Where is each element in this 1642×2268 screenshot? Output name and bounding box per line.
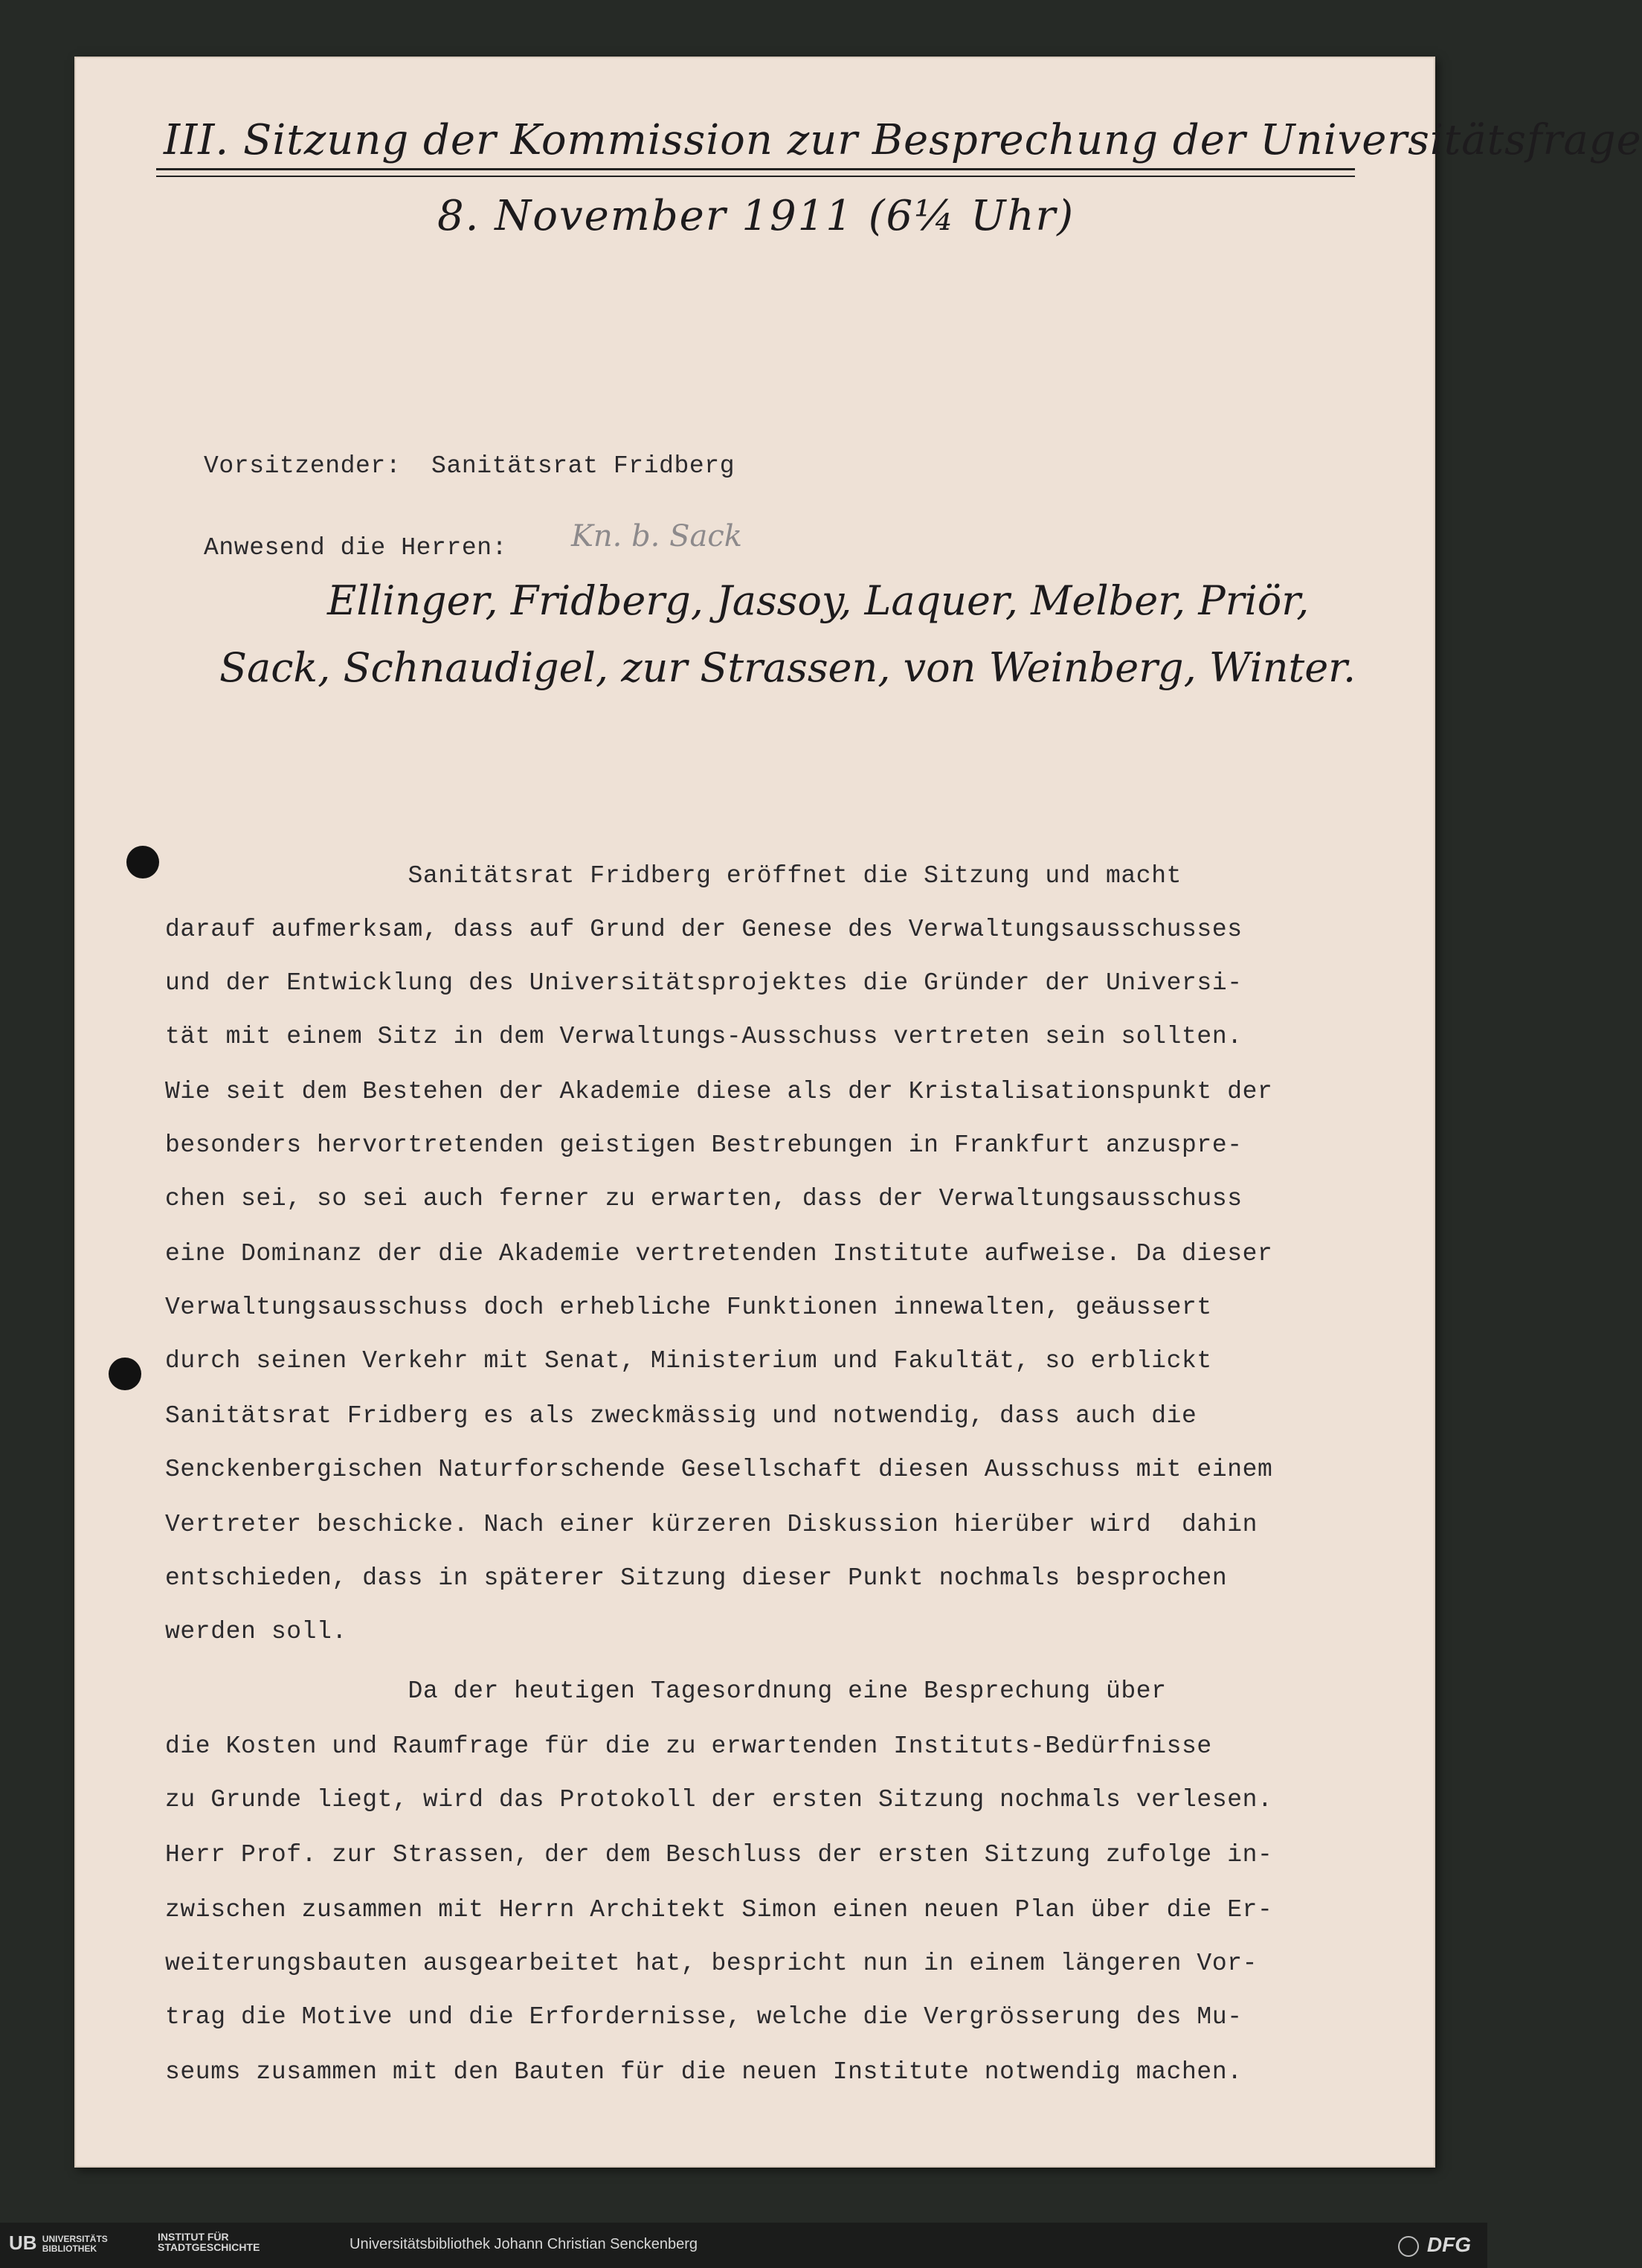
present-label: Anwesend die Herren: bbox=[204, 534, 508, 562]
body-line: zu Grunde liegt, wird das Protokoll der ersten Sitzung nochmals verlesen. bbox=[165, 1786, 1273, 1814]
body-line: chen sei, so sei auch ferner zu erwarten, dass der Verwaltungsausschuss bbox=[165, 1185, 1243, 1212]
body-line: zwischen zusammen mit Herrn Architekt Simon einen neuen Plan über die Er- bbox=[165, 1896, 1273, 1924]
dfg-logo: DFG bbox=[1426, 2233, 1471, 2256]
info-icon bbox=[1398, 2236, 1419, 2257]
attendee-names-line-2: Sack, Schnaudigel, zur Strassen, von Weinberg, Winter. bbox=[219, 644, 1356, 691]
body-line: besonders hervortretenden geistigen Bestrebungen in Frankfurt anzuspre- bbox=[165, 1131, 1243, 1159]
body-line: weiterungsbauten ausgearbeitet hat, bespricht nun in einem längeren Vor- bbox=[165, 1950, 1258, 1977]
library-name: Universitätsbibliothek Johann Christian Senckenberg bbox=[350, 2236, 698, 2252]
ub-logo bbox=[9, 2232, 108, 2255]
body-line: und der Entwicklung des Universitätsprojektes die Gründer der Universi- bbox=[165, 969, 1243, 997]
body-line: Wie seit dem Bestehen der Akademie diese als der Kristalisationspunkt der bbox=[165, 1078, 1273, 1105]
punch-hole-bottom bbox=[109, 1358, 141, 1390]
title-underline-second bbox=[156, 176, 1355, 177]
body-line: tät mit einem Sitz in dem Verwaltungs-Ausschuss vertreten sein sollten. bbox=[165, 1023, 1243, 1050]
body-line: eine Dominanz der die Akademie vertretenden Institute aufweise. Da dieser bbox=[165, 1240, 1273, 1268]
pencil-note: Kn. b. Sack bbox=[571, 519, 742, 553]
body-line: die Kosten und Raumfrage für die zu erwartenden Instituts-Bedürfnisse bbox=[165, 1732, 1212, 1760]
body-line: Vertreter beschicke. Nach einer kürzeren Diskussion hierüber wird dahin bbox=[165, 1511, 1258, 1538]
body-line: Verwaltungsausschuss doch erhebliche Funktionen innewalten, geäussert bbox=[165, 1294, 1212, 1321]
chair-line: Vorsitzender: Sanitätsrat Fridberg bbox=[204, 452, 735, 480]
body-line: durch seinen Verkehr mit Senat, Ministerium und Fakultät, so erblickt bbox=[165, 1347, 1212, 1375]
body-line: trag die Motive und die Erfordernisse, welche die Vergrösserung des Mu- bbox=[165, 2003, 1243, 2031]
document-title: III. Sitzung der Kommission zur Besprechung der Universitätsfrage bbox=[164, 116, 1642, 164]
document-date: 8. November 1911 (6¼ Uhr) bbox=[437, 192, 1075, 240]
institut-logo: INSTITUT FÜR STADTGESCHICHTE bbox=[158, 2231, 260, 2253]
document-page bbox=[74, 57, 1642, 2168]
title-underline bbox=[156, 168, 1355, 170]
body-line: Sanitätsrat Fridberg es als zweckmässig und notwendig, dass auch die bbox=[165, 1402, 1197, 1430]
attendee-names-line-1: Ellinger, Fridberg, Jassoy, Laquer, Melber, Priör, bbox=[327, 577, 1310, 624]
footer-bar bbox=[0, 2223, 1487, 2268]
body-line: werden soll. bbox=[165, 1618, 347, 1645]
ub-logo-text: UNIVERSITÄTS BIBLIOTHEK bbox=[42, 2234, 108, 2255]
ub-logo-mark: UB bbox=[9, 2232, 37, 2254]
body-line: seums zusammen mit den Bauten für die neuen Institute notwendig machen. bbox=[165, 2058, 1243, 2086]
body-line: Sanitätsrat Fridberg eröffnet die Sitzung und macht bbox=[165, 862, 1182, 890]
body-line: entschieden, dass in späterer Sitzung dieser Punkt nochmals besprochen bbox=[165, 1564, 1228, 1592]
body-line: Da der heutigen Tagesordnung eine Besprechung über bbox=[165, 1677, 1167, 1705]
punch-hole-top bbox=[126, 846, 159, 878]
body-line: darauf aufmerksam, dass auf Grund der Genese des Verwaltungsausschusses bbox=[165, 916, 1243, 943]
body-line: Herr Prof. zur Strassen, der dem Beschluss der ersten Sitzung zufolge in- bbox=[165, 1841, 1273, 1869]
body-line: Senckenbergischen Naturforschende Gesellschaft diesen Ausschuss mit einem bbox=[165, 1456, 1273, 1483]
